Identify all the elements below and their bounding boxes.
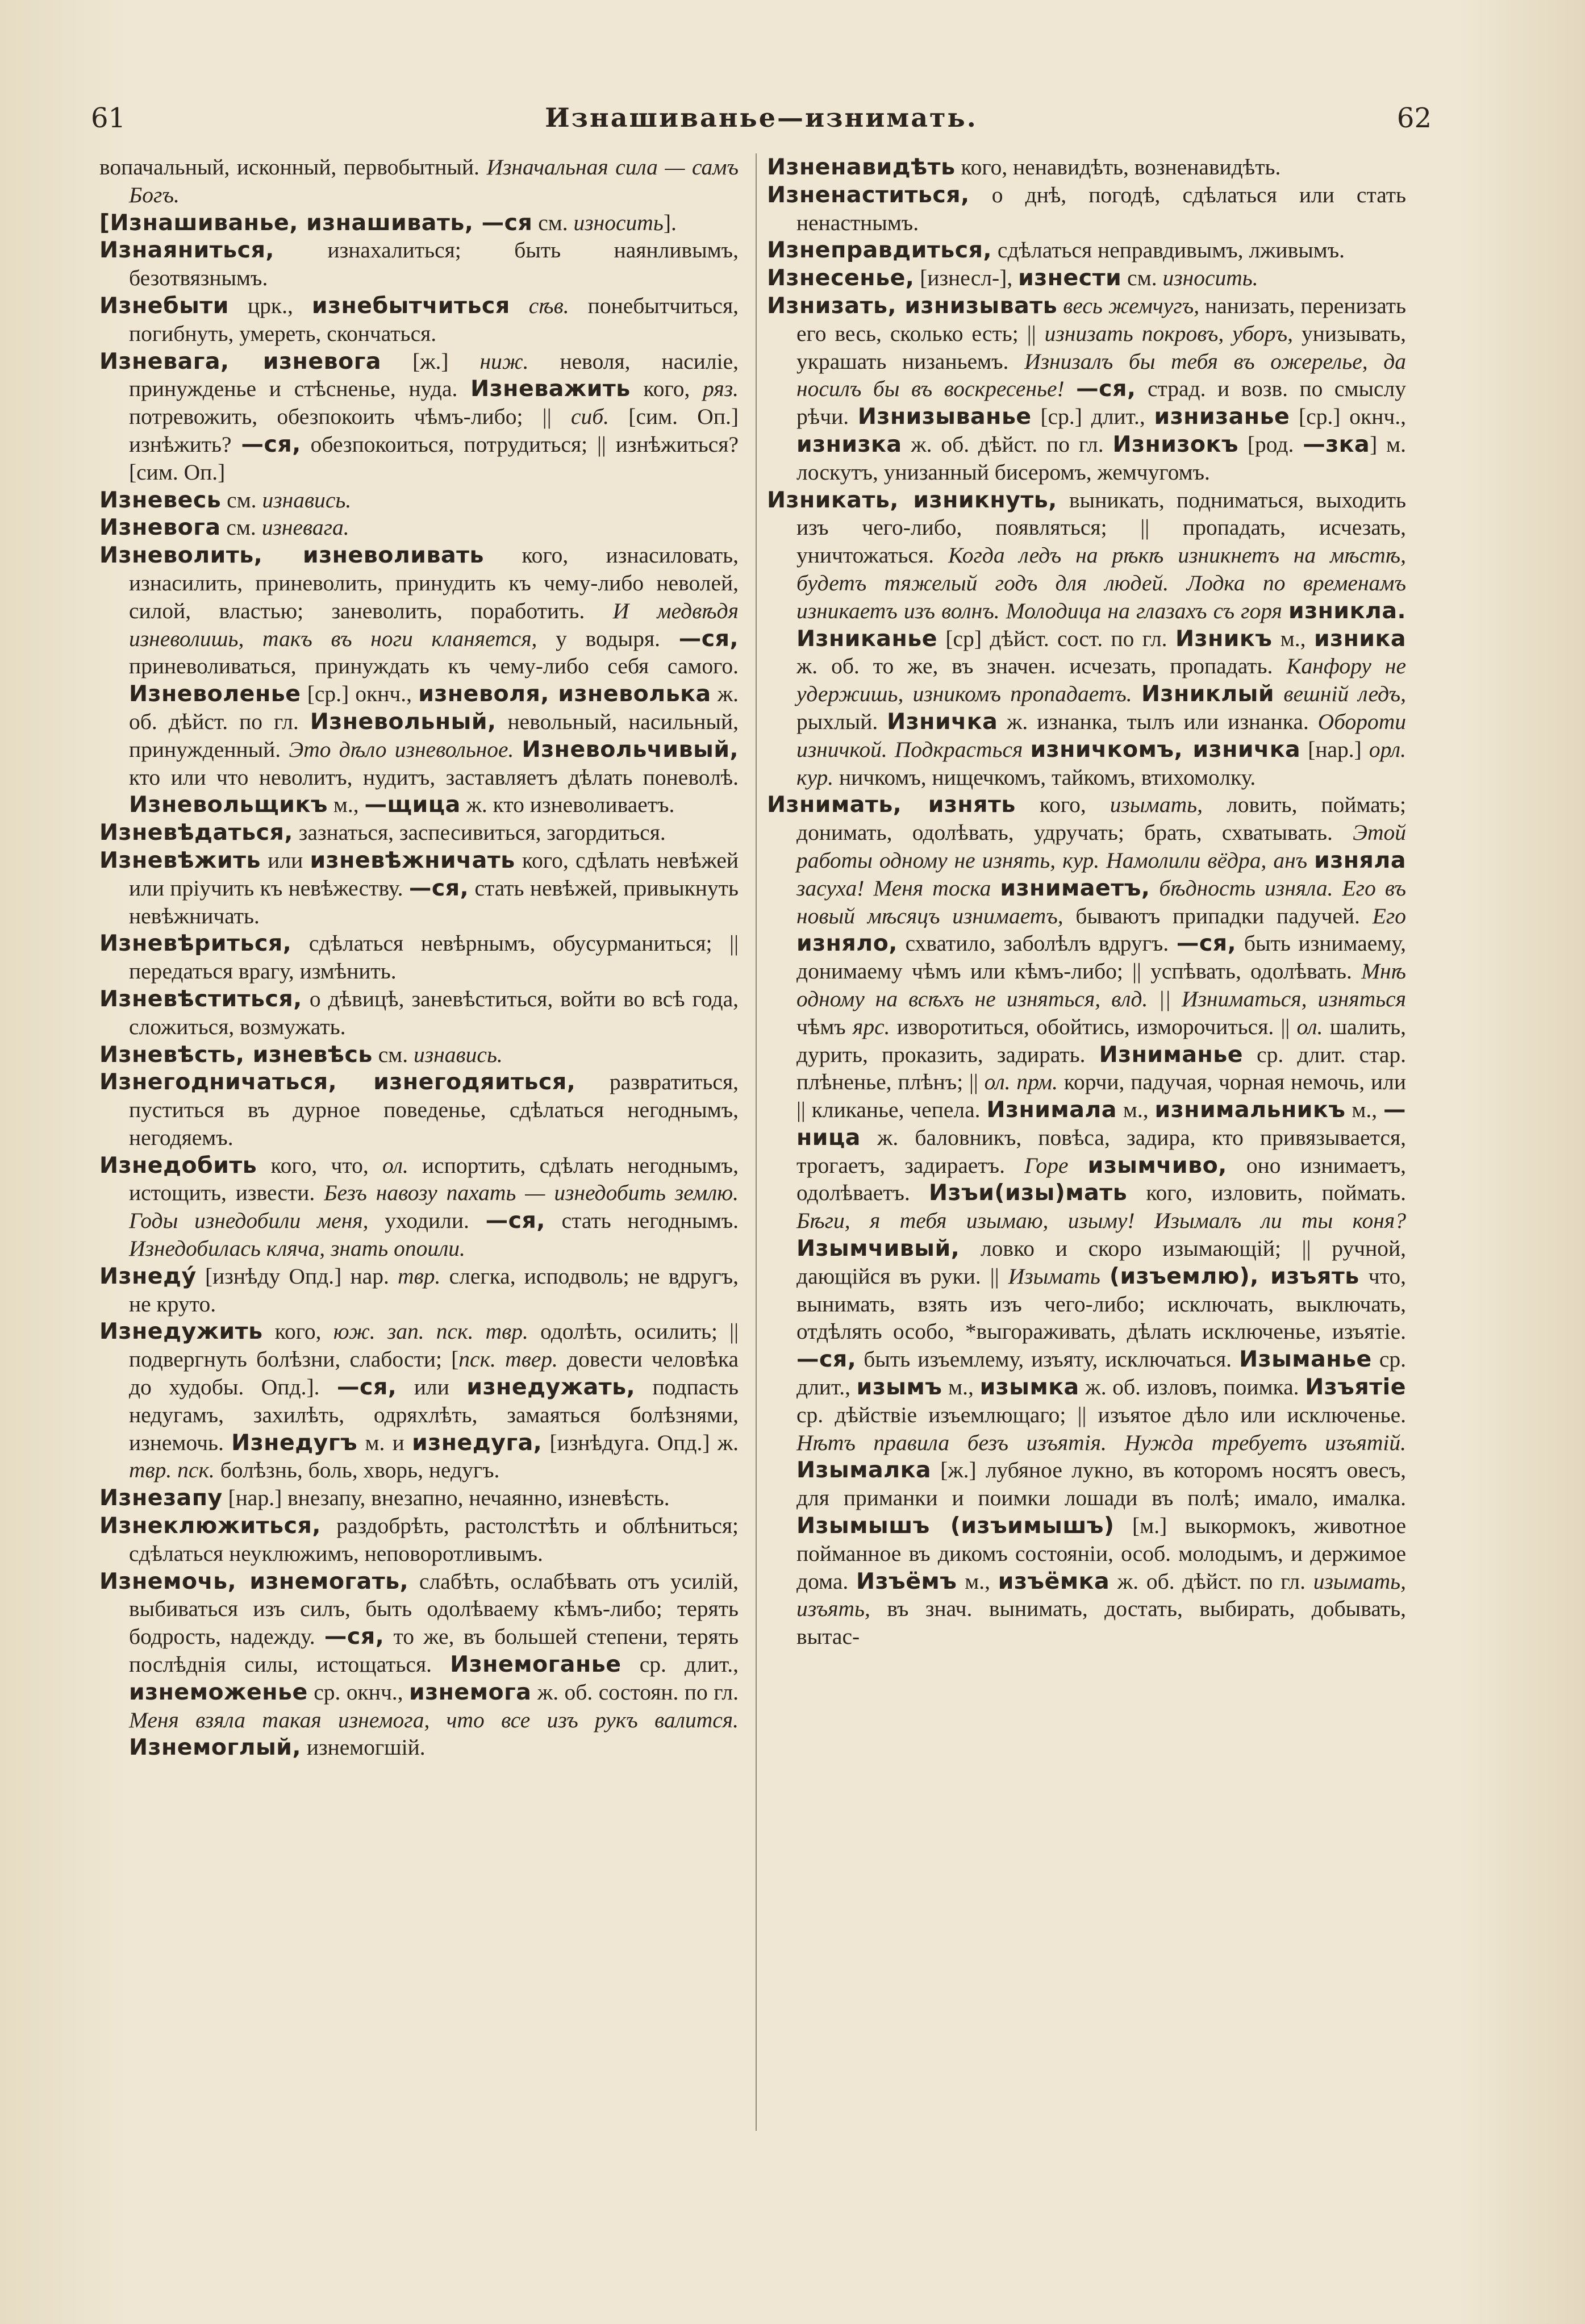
headword: Изневолить, изневоливать <box>99 542 484 569</box>
entry-text: раздобрѣть, растолстѣть и облѣниться; сдѣлаться неуклюжимъ, неповоротливымъ. <box>129 1513 739 1566</box>
headword: Изнизать, изнизывать <box>767 292 1058 319</box>
entry-text: кто или что неволитъ, нудитъ, заставляетъ дѣлать поневолѣ. <box>129 764 739 790</box>
headword: Изненавидѣть <box>767 154 956 180</box>
entry-text: см. <box>532 210 574 235</box>
entry-text: бываютъ припадки падучей. <box>1063 903 1373 928</box>
entry-text <box>1069 1153 1088 1178</box>
headword: Изневоленье <box>129 681 301 707</box>
entry-text: сдѣлаться невѣрнымъ, обусурманиться; || передаться врагу, измѣнить. <box>129 931 739 984</box>
headword: Изничка <box>887 708 998 735</box>
headword: изнизка <box>796 431 902 457</box>
headword: Изнаяниться, <box>99 237 274 264</box>
italic-text: Изнедобилась кляча, знать опоили. <box>129 1236 465 1261</box>
dictionary-entry <box>99 985 739 1041</box>
entry-text: изнахалиться; быть наянливымъ, безотвязнымъ. <box>129 238 739 291</box>
dictionary-entry <box>99 1318 739 1484</box>
italic-text: Безъ навозу пахать — изнедобить землю. Годы изнедобили меня, <box>129 1180 739 1234</box>
italic-text: пск. твер. <box>458 1347 558 1372</box>
dictionary-entry <box>99 236 739 292</box>
italic-text: изнавись. <box>414 1042 503 1067</box>
italic-text: весь жемчугъ, <box>1063 293 1200 318</box>
entry-text <box>991 876 1000 901</box>
entry-text: кого, изловить, поймать. <box>1127 1180 1406 1206</box>
entry-text: чѣмъ <box>796 1014 853 1039</box>
entry-text: м., <box>1345 1097 1383 1123</box>
italic-text: ниж. <box>479 348 529 374</box>
entry-text: ж. об. дѣйст. по гл. <box>902 431 1113 457</box>
entry-text <box>1065 376 1077 401</box>
headword: Изниманье <box>1099 1041 1244 1068</box>
headword: Изневажить <box>470 376 631 402</box>
headword: Изневольщикъ <box>129 792 328 818</box>
entry-text: слабѣть, ослабѣвать отъ усилій, выбиваться изъ силъ, быть одолѣваему кѣмъ-либо; терять бодрость, надежду. <box>129 1568 739 1650</box>
headword: Изнегодничаться, изнегодяиться, <box>99 1069 576 1096</box>
entry-text: болѣзнь, боль, хворь, недугъ. <box>214 1457 500 1483</box>
italic-text: твр. пск. <box>129 1457 215 1483</box>
entry-text: страд. и возв. по смыслу рѣчи. <box>796 376 1406 430</box>
entry-text: [ср] дѣйст. сост. по гл. <box>937 626 1175 651</box>
entry-text: ср. длит., <box>621 1652 739 1677</box>
italic-text: Оборoти изничкой. Подкрасться <box>796 709 1406 762</box>
italic-text: Нѣтъ правила безъ изъятія. Нужда требуетъ изъятій. <box>796 1430 1406 1455</box>
headword: изника <box>1313 625 1406 652</box>
italic-text: Когда ледъ на рѣкѣ изникнетъ на мѣстѣ, будетъ тяжелый годъ для людей. Лодка по временамъ изникаетъ изъ волнъ. Молодица на глазахъ съ горя <box>796 543 1406 623</box>
entry-text: неволя, насиліе, принужденье и стѣсненье, нуда. <box>129 348 739 402</box>
headword: Изнизыванье <box>857 403 1032 430</box>
italic-text: Меня взяла такая изнемога, что все изъ рукъ валится. <box>129 1707 739 1732</box>
entry-text: то же, въ большей степени, терять послѣднія силы, истощаться. <box>129 1624 739 1677</box>
entry-text: сдѣлаться неправдивымъ, лживымъ. <box>992 238 1345 263</box>
entry-text: ж. об. дѣйст. по гл. <box>1110 1568 1313 1594</box>
entry-text: рыхлый. <box>796 709 887 734</box>
italic-text: Изначальная сила — самъ Богъ. <box>129 155 739 207</box>
entry-text <box>1132 681 1141 706</box>
entry-text: ж. об. дѣйст. по гл. <box>129 681 739 734</box>
entry-text: стать негоднымъ. <box>545 1208 739 1234</box>
headword: Изнедý <box>99 1263 197 1289</box>
italic-text: ол. <box>382 1152 408 1178</box>
entry-text: одолѣть, осилить; || подвергнуть болѣзни, слабости; [ <box>129 1319 739 1372</box>
headword: изневоля, изневолька <box>418 681 711 707</box>
italic-text: Это дѣло изневольное. <box>289 736 514 762</box>
headword: Изниканье <box>796 625 937 652</box>
entry-text: извоpотиться, обойтись, изморочиться. || <box>890 1014 1297 1039</box>
headword: Изъятіе <box>1305 1374 1406 1401</box>
dictionary-entry <box>99 486 739 514</box>
entry-text: кого, изнасиловать, изнасилить, приневолить, принудить къ чему-либо неволей, силой, властью; заневолить, поработить. <box>129 543 739 623</box>
entry-text <box>1100 1264 1110 1289</box>
headword: изнебытчиться <box>311 292 510 319</box>
italic-text: Изнизалъ бы тебя въ ожерелье, да носилъ бы въ воскресенье! <box>796 348 1406 402</box>
italic-text: И медвѣдя изневолишь, такъ въ ноги кланяется, <box>129 598 739 651</box>
headword: изникла. <box>1288 597 1406 624</box>
dictionary-entry <box>99 1484 739 1512</box>
headword: изнедужать, <box>466 1374 636 1401</box>
headword: Изникать, изникнуть, <box>767 486 1057 513</box>
dictionary-entry <box>99 348 739 486</box>
italic-text: Его <box>1372 903 1406 928</box>
entry-text: ж. баловникъ, повѣса, задира, кто привязывается, трогаетъ, задираетъ. <box>796 1124 1406 1178</box>
italic-text: юж. зап. пск. твр. <box>333 1319 528 1344</box>
entry-text: приневоливаться, принуждать къ чему-либо себя самого. <box>129 653 739 679</box>
headword: —ся, <box>796 1346 857 1373</box>
italic-text: твр. <box>398 1263 441 1289</box>
dictionary-entry <box>99 1263 739 1318</box>
entry-text: [м.] выкормокъ, животное пойманное въ дикомъ состояніи, особ. молодымъ, и держимое дома. <box>796 1513 1406 1594</box>
entry-text: или <box>261 847 310 873</box>
headword: изняла <box>1314 847 1406 873</box>
entry-text: вопачальный, исконный, первобытный. <box>99 155 487 180</box>
headword: Изнесенье, <box>767 265 915 291</box>
headword: Изниклый <box>1141 681 1275 707</box>
headword: изымка <box>979 1374 1079 1401</box>
entry-text <box>1307 848 1314 873</box>
headword: Изнедобить <box>99 1152 257 1178</box>
headword: Изневѣжить <box>99 847 261 873</box>
italic-text: износить. <box>1162 265 1258 291</box>
italic-text: бѣдность изняла. Его въ новый мѣсяцъ изнимаетъ, <box>796 875 1406 928</box>
italic-text: орл. кур. <box>796 736 1406 790</box>
headword: Изнеправдиться, <box>767 237 992 264</box>
headword: Изыманье <box>1239 1346 1372 1373</box>
entry-text: м., <box>957 1568 998 1594</box>
entry-text: ж. изнанка, тылъ или изнанка. <box>998 709 1318 734</box>
headword: [Изнашиванье, изнашивать, —ся <box>99 209 533 236</box>
dictionary-entry <box>767 264 1406 292</box>
headword: Изнемочь, изнемогать, <box>99 1568 409 1594</box>
italic-text: ярс. <box>853 1014 890 1039</box>
headword: Изнедужить <box>99 1318 263 1345</box>
entry-text: см. <box>220 515 262 540</box>
italic-text: засуха! Меня тоска <box>796 875 991 901</box>
page-number-right: 62 <box>1396 102 1432 134</box>
running-head: Изнашиванье—изнимать. <box>545 102 978 133</box>
headword: Изнизокъ <box>1112 431 1239 457</box>
headword: Изымалка <box>796 1457 932 1484</box>
entry-text: [ср.] длит., <box>1031 404 1154 430</box>
entry-text: шалить, дурить, проказить, задирать. <box>796 1014 1406 1067</box>
entry-text: быть изнимаему, донимаему чѣмъ или кѣмъ-либо; || успѣвать, одолѣвать. <box>796 931 1406 984</box>
entry-text: потревожить, обезпокоить чѣмъ-либо; || <box>129 404 571 430</box>
dictionary-entry <box>99 847 739 930</box>
entry-text: или <box>397 1375 467 1400</box>
entry-text: см. <box>1121 265 1163 291</box>
entry-text: подпасть недугамъ, захилѣть, одряхлѣть, замаяться болѣзнями, изнемочь. <box>129 1375 739 1455</box>
entry-text: слегка, исподволь; не вдругъ, не круто. <box>129 1263 739 1317</box>
headword: Изнемоглый, <box>129 1734 301 1761</box>
entry-text: унизывать, украшать низаньемъ. <box>796 320 1406 374</box>
entry-text: схватило, заболѣлъ вдругъ. <box>897 931 1177 956</box>
entry-text: что, вынимать, взять изъ чего-либо; исключать, выключать, отдѣлять особо, *выгораживать, дѣлать исключенье, изъятіе. <box>796 1263 1406 1344</box>
entry-text: ж. об. то же, въ значен. исчезать, пропадать. <box>796 653 1287 679</box>
entry-text: ср. длит., <box>796 1347 1406 1400</box>
entry-text: ж. об. состоян. по гл. <box>531 1679 739 1705</box>
italic-text: изнизать покровъ, уборъ, <box>1044 320 1294 346</box>
entry-text: о днѣ, погодѣ, сдѣлаться или стать ненастнымъ. <box>796 182 1406 235</box>
entry-text: оно изнимаетъ, одолѣваетъ. <box>796 1152 1406 1206</box>
headword: изнедуга, <box>412 1429 543 1456</box>
entry-text: ср. длит. стар. плѣненье, плѣнъ; || <box>796 1042 1406 1095</box>
dictionary-entry <box>767 791 1406 1651</box>
left-column <box>99 153 739 2142</box>
dictionary-entry <box>99 1568 739 1762</box>
headword: Изнимать, изнять <box>767 792 1016 818</box>
headword: изневѣжничать <box>310 847 515 873</box>
dictionary-entry <box>767 181 1406 237</box>
italic-text: ол. <box>1296 1014 1323 1039</box>
headword: Изъи(изы)мать <box>929 1180 1128 1206</box>
entry-text: въ знач. вынимать, достать, выбирать, добывать, вытас- <box>796 1596 1406 1650</box>
italic-text: изневага. <box>261 515 349 540</box>
headword: изняло, <box>796 930 898 957</box>
entry-text: ловить, поймать; донимать, одолѣвать, удручать; брать, схватывать. <box>796 792 1406 846</box>
italic-text: Канфору не удержишь, изникомъ пропадаетъ. <box>796 653 1406 707</box>
entry-text: м. и <box>357 1430 412 1455</box>
headword: —ся, <box>485 1207 545 1234</box>
entry-text <box>1023 737 1030 762</box>
entry-text: см. <box>372 1042 414 1067</box>
headword: Изневога <box>99 514 221 541</box>
headword: —ся, <box>408 874 469 901</box>
headword: Изнималa <box>986 1097 1117 1123</box>
entry-text: невольный, насильный, принужденный. <box>129 709 739 762</box>
headword: Изневѣститься, <box>99 985 302 1012</box>
headword: Изневольчивый, <box>522 736 739 763</box>
entry-text: [нар.] внезапу, внезапно, нечаянно, изневѣсть. <box>222 1485 670 1511</box>
headword: Изневага, изневога <box>99 348 382 374</box>
headword: изнемога <box>409 1679 532 1705</box>
headword: изнимаетъ, <box>1000 874 1150 901</box>
italic-text: ряз. <box>703 376 739 402</box>
entry-text: см. <box>221 487 262 513</box>
headword: —ся, <box>1176 930 1237 957</box>
headword: Изненаститься, <box>767 181 970 208</box>
entry-text: [сим. Оп.] изнѣжить? <box>129 404 739 457</box>
headword: изнести <box>1018 265 1122 291</box>
dictionary-entry <box>99 1041 739 1069</box>
dictionary-entry <box>767 292 1406 486</box>
headword: Изневѣсть, изневѣсь <box>99 1041 373 1068</box>
entry-text: кого, что, <box>257 1152 382 1178</box>
entry-text <box>1274 681 1283 706</box>
dictionary-entry <box>99 1068 739 1151</box>
italic-text: износить <box>573 210 664 235</box>
italic-text: вешній ледъ, <box>1283 681 1406 707</box>
dictionary-entry <box>99 1512 739 1568</box>
headword: Изневѣриться, <box>99 930 292 957</box>
entry-text: ж. об. изловъ, поимка. <box>1079 1375 1305 1400</box>
headword: Изневесь <box>99 486 222 513</box>
headword: —ница <box>796 1097 1406 1151</box>
italic-text: изнавись. <box>262 487 352 513</box>
entry-text: м., <box>327 792 365 818</box>
headword: Изнебыти <box>99 292 229 319</box>
entry-text: изнемогшій. <box>301 1735 426 1760</box>
entry-text: корчи, падучая, чорная немочь, или || кликанье, чепела. <box>796 1069 1406 1123</box>
italic-text: сиб. <box>570 404 609 430</box>
italic-text: Бѣги, я тебя изымаю, изыму! Изымалъ ли ты коня? <box>796 1208 1406 1234</box>
headword: Изъёмъ <box>856 1568 957 1594</box>
dictionary-entry <box>99 542 739 819</box>
page-number-left: 61 <box>91 102 126 134</box>
headword: —ся, <box>678 625 739 652</box>
entry-text: [ж.] лубяное лукно, въ которомъ носятъ овесъ, для приманки и поимки лошади въ полѣ; имало, ималка. <box>796 1457 1406 1511</box>
right-column <box>767 153 1406 2142</box>
entry-text: кого, <box>630 376 703 402</box>
entry-text: у водыря. <box>537 626 679 651</box>
headword: Изникъ <box>1175 625 1273 652</box>
column-divider <box>756 153 757 2131</box>
dictionary-entry <box>767 486 1406 792</box>
italic-text: Горе <box>1024 1152 1069 1178</box>
entry-text: зазнаться, заспесивиться, загордиться. <box>293 820 666 846</box>
headword: Изымчивый, <box>796 1235 960 1262</box>
entry-text: [изнѣдуга. Опд.] ж. <box>542 1430 739 1455</box>
headword: изнимальникъ <box>1154 1097 1346 1123</box>
page-header <box>91 102 1432 142</box>
headword: Изневѣдаться, <box>99 819 293 846</box>
entry-text <box>1057 293 1063 318</box>
dictionary-entry <box>767 153 1406 181</box>
entry-text: уходили. <box>368 1208 486 1234</box>
entry-text: м., <box>1272 626 1314 651</box>
headword: —ся, <box>1076 376 1136 402</box>
headword: изымъ <box>856 1374 942 1401</box>
headword: —ся, <box>337 1374 397 1401</box>
italic-text: Мнѣ одному на всѣхъ не изняться, влд. || Изниматься, изняться <box>796 959 1406 1011</box>
entry-text: о дѣвицѣ, заневѣститься, войти во всѣ года, сложиться, возмужать. <box>129 986 739 1039</box>
entry-text: кого, сдѣлать невѣжей или пріучить къ невѣжеству. <box>129 847 739 901</box>
italic-text: Изымать <box>1008 1263 1100 1289</box>
entry-text: [ср.] окнч., <box>1290 404 1406 430</box>
entry-text: ср. окнч., <box>307 1679 410 1705</box>
headword: —щица <box>364 792 461 818</box>
entry-text: м., <box>942 1375 980 1400</box>
dictionary-entry <box>99 209 739 237</box>
headword: Изымышъ (изъимышъ) <box>796 1513 1115 1539</box>
entry-text: [род. <box>1238 431 1303 457</box>
dictionary-entry <box>99 930 739 985</box>
dictionary-entry <box>767 236 1406 264</box>
entry-text <box>514 737 522 762</box>
dictionary-entry <box>99 153 739 209</box>
entry-text: нанизать, перенизать его весь, сколько есть; || <box>796 293 1406 346</box>
headword: изнеможенье <box>129 1679 308 1705</box>
italic-text: ол. прм. <box>984 1069 1058 1095</box>
headword: (изъемлю), изъять <box>1109 1263 1359 1289</box>
entry-text: ]. <box>663 210 677 235</box>
headword: —ся, <box>241 431 301 457</box>
entry-text: выникать, подниматься, выходить изъ чего-либо, появляться; || пропадать, исчезать, уничтожаться. <box>796 487 1406 568</box>
entry-text: ср. дѣйствіе изъемлющаго; || изъятое дѣло или исключенье. <box>796 1402 1406 1427</box>
headword: Изнезапу <box>99 1485 223 1511</box>
entry-text: понебытчиться, погибнуть, умереть, скончаться. <box>129 293 739 346</box>
entry-text <box>1150 876 1159 901</box>
entry-text: стать невѣжей, привыкнуть невѣжничать. <box>129 875 739 928</box>
entry-text: црк., <box>228 293 312 318</box>
entry-text: [нар.] <box>1300 736 1369 762</box>
dictionary-entry <box>99 819 739 847</box>
entry-text: [ср.] окнч., <box>301 681 419 707</box>
headword: изнизанье <box>1154 403 1290 430</box>
headword: изымчиво, <box>1087 1152 1227 1178</box>
dictionary-entry <box>99 514 739 542</box>
entry-text: ] м. лоскутъ, унизанный бисеромъ, жемчугомъ. <box>796 431 1406 485</box>
entry-text: ничкомъ, нищечкомъ, тайкомъ, втихомолку. <box>833 764 1256 790</box>
entry-text: ж. кто изневоливаетъ. <box>460 792 675 818</box>
entry-text: кого, <box>1015 792 1110 818</box>
entry-text: [изнѣду Опд.] нар. <box>196 1263 398 1289</box>
italic-text: изымать, изъять, <box>796 1568 1406 1622</box>
headword: изъёмка <box>998 1568 1110 1594</box>
entry-text: довести человѣка до худобы. Опд.]. <box>129 1347 739 1400</box>
entry-text: обезпокоиться, потрудиться; || изнѣжиться? [сим. Оп.] <box>129 431 739 485</box>
italic-text: сѣв. <box>510 293 569 318</box>
entry-text <box>1282 598 1288 623</box>
entry-text: испортить, сдѣлать негоднымъ, истощить, извести. <box>129 1152 739 1206</box>
dictionary-entry <box>99 292 739 348</box>
entry-text: развратиться, пуститься въ дурное поведенье, сдѣлаться негоднымъ, негодяемъ. <box>129 1069 739 1150</box>
headword: Изнеклюжиться, <box>99 1513 321 1539</box>
dictionary-entry <box>99 1152 739 1263</box>
headword: —ся, <box>324 1623 385 1650</box>
entry-text: быть изъемлему, изъяту, исключаться. <box>856 1347 1240 1372</box>
italic-text: Этой работы одному не изнять, кур. Намолили вёдра, анъ <box>796 820 1406 873</box>
headword: Изнедугъ <box>231 1429 358 1456</box>
headword: Изнемоганье <box>450 1651 622 1678</box>
headword: —зка <box>1303 431 1370 457</box>
entry-text: ловко и скоро изымающій; || ручной, дающійся въ руки. || <box>796 1236 1406 1289</box>
entry-text: кого, ненавидѣть, возненавидѣть. <box>955 155 1281 180</box>
headword: Изневольный, <box>310 708 497 735</box>
italic-text: изымать, <box>1110 792 1203 818</box>
entry-text: кого, <box>262 1319 333 1344</box>
entry-text: [изнесл-], <box>914 265 1019 291</box>
entry-text: [ж.] <box>381 348 480 374</box>
entry-text: м., <box>1116 1097 1155 1123</box>
headword: изничкомъ, изничка <box>1030 736 1301 763</box>
